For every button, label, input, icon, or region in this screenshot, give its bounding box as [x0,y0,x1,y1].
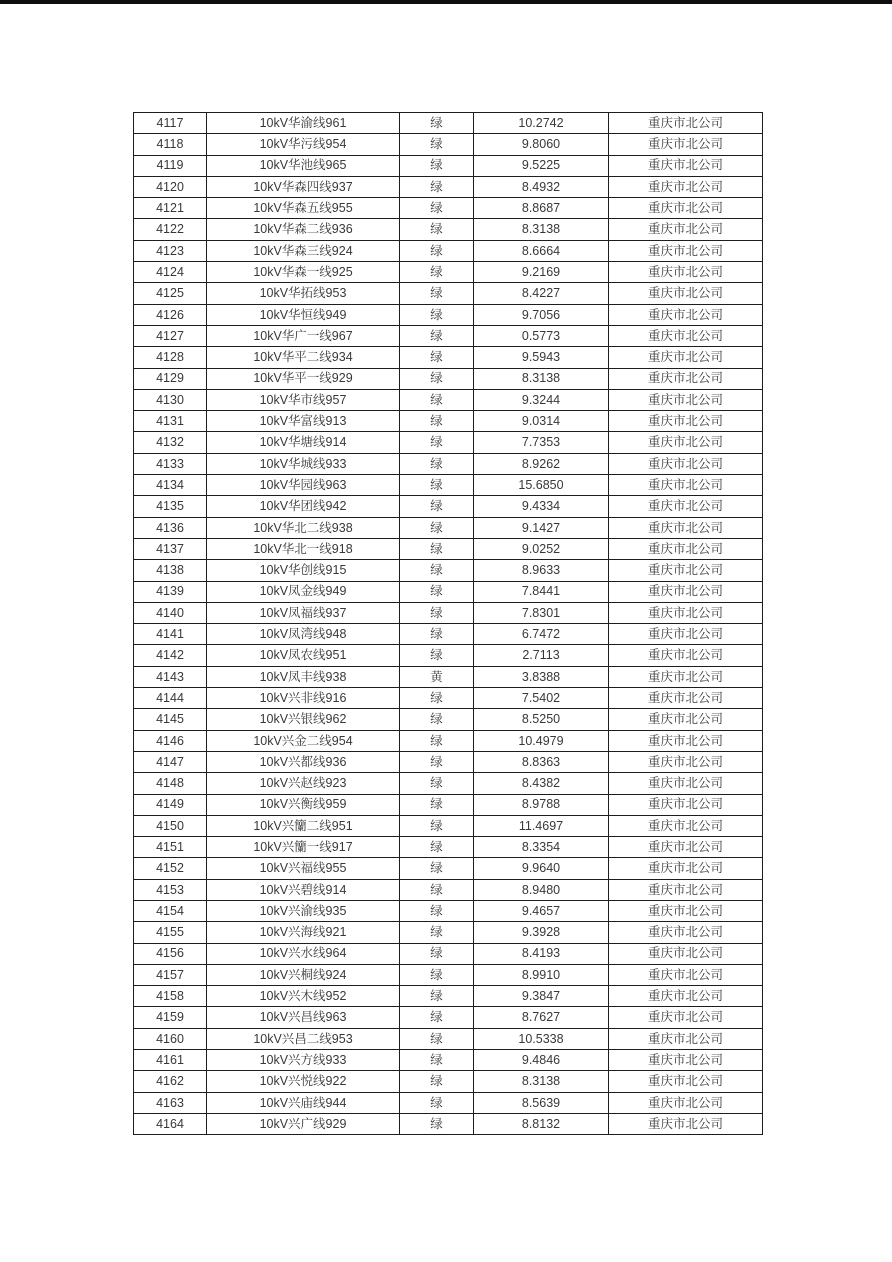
table-row [134,198,763,219]
cell-id: 4120 [134,176,207,197]
cell-status-color: 绿 [400,432,474,453]
cell-id: 4162 [134,1071,207,1092]
cell-company: 重庆市北公司 [609,1007,763,1028]
cell-company: 重庆市北公司 [609,730,763,751]
cell-line-name: 10kV华创线915 [207,560,400,581]
table-row [134,432,763,453]
cell-line-name: 10kV华北二线938 [207,517,400,538]
cell-line-name: 10kV华污线954 [207,134,400,155]
cell-value: 9.4846 [474,1050,609,1071]
cell-value: 10.5338 [474,1028,609,1049]
cell-company: 重庆市北公司 [609,538,763,559]
cell-company: 重庆市北公司 [609,773,763,794]
cell-status-color: 绿 [400,198,474,219]
table-row [134,964,763,985]
cell-id: 4138 [134,560,207,581]
cell-value: 9.7056 [474,304,609,325]
cell-company: 重庆市北公司 [609,688,763,709]
cell-id: 4141 [134,624,207,645]
cell-id: 4137 [134,538,207,559]
cell-id: 4144 [134,688,207,709]
cell-value: 15.6850 [474,475,609,496]
cell-value: 8.9910 [474,964,609,985]
cell-status-color: 绿 [400,155,474,176]
cell-line-name: 10kV兴非线916 [207,688,400,709]
cell-company: 重庆市北公司 [609,815,763,836]
cell-status-color: 绿 [400,858,474,879]
cell-value: 9.9640 [474,858,609,879]
cell-id: 4128 [134,347,207,368]
cell-id: 4139 [134,581,207,602]
cell-company: 重庆市北公司 [609,794,763,815]
table-row [134,389,763,410]
table-row [134,1071,763,1092]
cell-status-color: 绿 [400,794,474,815]
cell-id: 4129 [134,368,207,389]
cell-status-color: 绿 [400,538,474,559]
cell-status-color: 绿 [400,837,474,858]
table-row [134,411,763,432]
cell-line-name: 10kV兴方线933 [207,1050,400,1071]
cell-line-name: 10kV华恒线949 [207,304,400,325]
cell-line-name: 10kV凤湾线948 [207,624,400,645]
cell-company: 重庆市北公司 [609,1113,763,1134]
table-row [134,113,763,134]
cell-company: 重庆市北公司 [609,943,763,964]
cell-value: 8.5639 [474,1092,609,1113]
cell-company: 重庆市北公司 [609,709,763,730]
cell-id: 4142 [134,645,207,666]
cell-status-color: 绿 [400,815,474,836]
cell-status-color: 绿 [400,1113,474,1134]
cell-company: 重庆市北公司 [609,624,763,645]
cell-value: 8.8132 [474,1113,609,1134]
cell-value: 8.9633 [474,560,609,581]
table-row [134,304,763,325]
cell-value: 9.3928 [474,922,609,943]
cell-status-color: 绿 [400,560,474,581]
table-row [134,262,763,283]
cell-status-color: 绿 [400,219,474,240]
table-row [134,240,763,261]
cell-company: 重庆市北公司 [609,1071,763,1092]
cell-status-color: 绿 [400,1028,474,1049]
cell-line-name: 10kV华富线913 [207,411,400,432]
cell-company: 重庆市北公司 [609,240,763,261]
table-row [134,155,763,176]
cell-value: 9.3244 [474,389,609,410]
cell-status-color: 绿 [400,900,474,921]
cell-value: 6.7472 [474,624,609,645]
cell-id: 4160 [134,1028,207,1049]
table-row [134,837,763,858]
cell-id: 4156 [134,943,207,964]
cell-line-name: 10kV兴都线936 [207,751,400,772]
cell-line-name: 10kV华森五线955 [207,198,400,219]
cell-status-color: 绿 [400,922,474,943]
cell-company: 重庆市北公司 [609,475,763,496]
cell-id: 4124 [134,262,207,283]
cell-status-color: 绿 [400,347,474,368]
cell-status-color: 绿 [400,496,474,517]
cell-status-color: 绿 [400,986,474,1007]
cell-company: 重庆市北公司 [609,964,763,985]
cell-value: 8.7627 [474,1007,609,1028]
cell-value: 9.0252 [474,538,609,559]
cell-id: 4161 [134,1050,207,1071]
cell-line-name: 10kV兴福线955 [207,858,400,879]
cell-company: 重庆市北公司 [609,986,763,1007]
cell-status-color: 绿 [400,1050,474,1071]
cell-value: 10.4979 [474,730,609,751]
cell-line-name: 10kV华广一线967 [207,325,400,346]
cell-value: 8.3138 [474,219,609,240]
table-row [134,325,763,346]
cell-company: 重庆市北公司 [609,432,763,453]
document-page [0,4,892,1262]
cell-company: 重庆市北公司 [609,219,763,240]
cell-company: 重庆市北公司 [609,113,763,134]
table-row [134,1113,763,1134]
cell-id: 4143 [134,666,207,687]
cell-id: 4133 [134,453,207,474]
cell-id: 4134 [134,475,207,496]
cell-line-name: 10kV华森四线937 [207,176,400,197]
cell-value: 8.4193 [474,943,609,964]
cell-value: 9.2169 [474,262,609,283]
table-row [134,751,763,772]
table-row [134,943,763,964]
cell-value: 0.5773 [474,325,609,346]
table-row [134,922,763,943]
cell-status-color: 绿 [400,709,474,730]
cell-company: 重庆市北公司 [609,751,763,772]
cell-value: 10.2742 [474,113,609,134]
cell-line-name: 10kV华城线933 [207,453,400,474]
cell-value: 9.4657 [474,900,609,921]
cell-company: 重庆市北公司 [609,453,763,474]
cell-status-color: 绿 [400,624,474,645]
cell-status-color: 绿 [400,602,474,623]
cell-value: 9.8060 [474,134,609,155]
cell-id: 4147 [134,751,207,772]
cell-company: 重庆市北公司 [609,858,763,879]
cell-id: 4131 [134,411,207,432]
cell-value: 8.3138 [474,368,609,389]
cell-line-name: 10kV兴水线964 [207,943,400,964]
cell-line-name: 10kV兴金二线954 [207,730,400,751]
cell-line-name: 10kV华北一线918 [207,538,400,559]
cell-status-color: 绿 [400,113,474,134]
cell-company: 重庆市北公司 [609,1028,763,1049]
cell-status-color: 绿 [400,411,474,432]
cell-id: 4140 [134,602,207,623]
cell-id: 4148 [134,773,207,794]
cell-status-color: 绿 [400,1092,474,1113]
cell-value: 8.9788 [474,794,609,815]
cell-status-color: 绿 [400,581,474,602]
cell-company: 重庆市北公司 [609,325,763,346]
cell-line-name: 10kV华市线957 [207,389,400,410]
cell-value: 9.4334 [474,496,609,517]
cell-status-color: 绿 [400,773,474,794]
cell-value: 7.7353 [474,432,609,453]
cell-company: 重庆市北公司 [609,176,763,197]
cell-id: 4121 [134,198,207,219]
cell-line-name: 10kV兴籣二线951 [207,815,400,836]
cell-status-color: 绿 [400,240,474,261]
cell-line-name: 10kV华渝线961 [207,113,400,134]
cell-line-name: 10kV兴广线929 [207,1113,400,1134]
cell-status-color: 绿 [400,304,474,325]
cell-value: 3.8388 [474,666,609,687]
table-row [134,581,763,602]
table-row [134,538,763,559]
cell-value: 8.6664 [474,240,609,261]
cell-line-name: 10kV兴碧线914 [207,879,400,900]
cell-value: 8.5250 [474,709,609,730]
cell-line-name: 10kV兴昌二线953 [207,1028,400,1049]
cell-id: 4126 [134,304,207,325]
cell-line-name: 10kV华塘线914 [207,432,400,453]
cell-value: 7.8301 [474,602,609,623]
cell-value: 8.9262 [474,453,609,474]
cell-company: 重庆市北公司 [609,411,763,432]
cell-id: 4150 [134,815,207,836]
cell-line-name: 10kV华森一线925 [207,262,400,283]
cell-id: 4153 [134,879,207,900]
cell-id: 4145 [134,709,207,730]
cell-company: 重庆市北公司 [609,198,763,219]
cell-company: 重庆市北公司 [609,879,763,900]
table-row [134,879,763,900]
cell-company: 重庆市北公司 [609,134,763,155]
cell-company: 重庆市北公司 [609,581,763,602]
cell-company: 重庆市北公司 [609,1050,763,1071]
cell-id: 4163 [134,1092,207,1113]
table-row [134,645,763,666]
cell-value: 8.8687 [474,198,609,219]
cell-line-name: 10kV华森三线924 [207,240,400,261]
cell-company: 重庆市北公司 [609,283,763,304]
cell-id: 4117 [134,113,207,134]
cell-line-name: 10kV兴悦线922 [207,1071,400,1092]
cell-id: 4122 [134,219,207,240]
cell-value: 8.3138 [474,1071,609,1092]
cell-line-name: 10kV华团线942 [207,496,400,517]
cell-status-color: 绿 [400,134,474,155]
cell-line-name: 10kV华园线963 [207,475,400,496]
cell-id: 4123 [134,240,207,261]
power-line-table [133,112,763,1135]
table-row [134,1028,763,1049]
table-row [134,986,763,1007]
cell-line-name: 10kV兴木线952 [207,986,400,1007]
cell-line-name: 10kV凤农线951 [207,645,400,666]
cell-line-name: 10kV凤福线937 [207,602,400,623]
cell-line-name: 10kV兴昌线963 [207,1007,400,1028]
cell-id: 4158 [134,986,207,1007]
cell-line-name: 10kV兴海线921 [207,922,400,943]
cell-company: 重庆市北公司 [609,262,763,283]
table-row [134,496,763,517]
cell-value: 9.0314 [474,411,609,432]
cell-id: 4154 [134,900,207,921]
table-row [134,1050,763,1071]
cell-status-color: 绿 [400,517,474,538]
cell-line-name: 10kV凤丰线938 [207,666,400,687]
cell-value: 8.3354 [474,837,609,858]
cell-line-name: 10kV凤金线949 [207,581,400,602]
cell-id: 4164 [134,1113,207,1134]
table-row [134,858,763,879]
cell-status-color: 绿 [400,368,474,389]
cell-line-name: 10kV华池线965 [207,155,400,176]
table-row [134,773,763,794]
cell-line-name: 10kV华平二线934 [207,347,400,368]
cell-id: 4132 [134,432,207,453]
cell-status-color: 绿 [400,475,474,496]
table-row [134,368,763,389]
cell-line-name: 10kV兴桐线924 [207,964,400,985]
cell-status-color: 绿 [400,964,474,985]
cell-id: 4146 [134,730,207,751]
cell-id: 4135 [134,496,207,517]
cell-value: 9.1427 [474,517,609,538]
cell-status-color: 绿 [400,751,474,772]
table-row [134,475,763,496]
cell-value: 11.4697 [474,815,609,836]
cell-status-color: 绿 [400,688,474,709]
table-row [134,900,763,921]
cell-company: 重庆市北公司 [609,645,763,666]
cell-company: 重庆市北公司 [609,496,763,517]
cell-company: 重庆市北公司 [609,560,763,581]
cell-company: 重庆市北公司 [609,1092,763,1113]
cell-line-name: 10kV华平一线929 [207,368,400,389]
cell-company: 重庆市北公司 [609,347,763,368]
cell-line-name: 10kV兴银线962 [207,709,400,730]
cell-line-name: 10kV华森二线936 [207,219,400,240]
table-row [134,347,763,368]
cell-company: 重庆市北公司 [609,922,763,943]
table-row [134,134,763,155]
table-row [134,176,763,197]
cell-line-name: 10kV兴渝线935 [207,900,400,921]
cell-line-name: 10kV兴衡线959 [207,794,400,815]
cell-id: 4155 [134,922,207,943]
cell-status-color: 绿 [400,1071,474,1092]
cell-id: 4149 [134,794,207,815]
cell-value: 9.3847 [474,986,609,1007]
cell-value: 8.4382 [474,773,609,794]
table-row [134,283,763,304]
cell-company: 重庆市北公司 [609,837,763,858]
cell-status-color: 绿 [400,389,474,410]
cell-company: 重庆市北公司 [609,602,763,623]
cell-id: 4151 [134,837,207,858]
cell-status-color: 绿 [400,879,474,900]
table-row [134,666,763,687]
table-row [134,815,763,836]
table-row [134,219,763,240]
table-row [134,1092,763,1113]
cell-line-name: 10kV兴庙线944 [207,1092,400,1113]
cell-value: 9.5943 [474,347,609,368]
cell-id: 4127 [134,325,207,346]
table-row [134,453,763,474]
cell-line-name: 10kV华拓线953 [207,283,400,304]
cell-status-color: 绿 [400,283,474,304]
cell-status-color: 绿 [400,730,474,751]
cell-company: 重庆市北公司 [609,155,763,176]
cell-value: 7.5402 [474,688,609,709]
cell-status-color: 绿 [400,262,474,283]
cell-company: 重庆市北公司 [609,666,763,687]
table-row [134,709,763,730]
cell-status-color: 绿 [400,453,474,474]
cell-company: 重庆市北公司 [609,517,763,538]
cell-id: 4136 [134,517,207,538]
cell-status-color: 黄 [400,666,474,687]
table-row [134,624,763,645]
cell-value: 2.7113 [474,645,609,666]
table-row [134,560,763,581]
cell-id: 4152 [134,858,207,879]
cell-value: 8.4932 [474,176,609,197]
cell-id: 4125 [134,283,207,304]
cell-company: 重庆市北公司 [609,389,763,410]
cell-id: 4118 [134,134,207,155]
cell-value: 8.8363 [474,751,609,772]
cell-line-name: 10kV兴赵线923 [207,773,400,794]
cell-id: 4130 [134,389,207,410]
cell-status-color: 绿 [400,325,474,346]
cell-status-color: 绿 [400,176,474,197]
cell-value: 9.5225 [474,155,609,176]
table-row [134,688,763,709]
cell-id: 4157 [134,964,207,985]
cell-value: 8.9480 [474,879,609,900]
cell-value: 8.4227 [474,283,609,304]
cell-company: 重庆市北公司 [609,900,763,921]
cell-company: 重庆市北公司 [609,368,763,389]
table-row [134,794,763,815]
cell-value: 7.8441 [474,581,609,602]
cell-status-color: 绿 [400,1007,474,1028]
cell-id: 4119 [134,155,207,176]
table-row [134,517,763,538]
table-row [134,602,763,623]
table-row [134,730,763,751]
cell-company: 重庆市北公司 [609,304,763,325]
table-row [134,1007,763,1028]
cell-status-color: 绿 [400,943,474,964]
cell-id: 4159 [134,1007,207,1028]
cell-status-color: 绿 [400,645,474,666]
table-body [134,113,763,1135]
cell-line-name: 10kV兴籣一线917 [207,837,400,858]
